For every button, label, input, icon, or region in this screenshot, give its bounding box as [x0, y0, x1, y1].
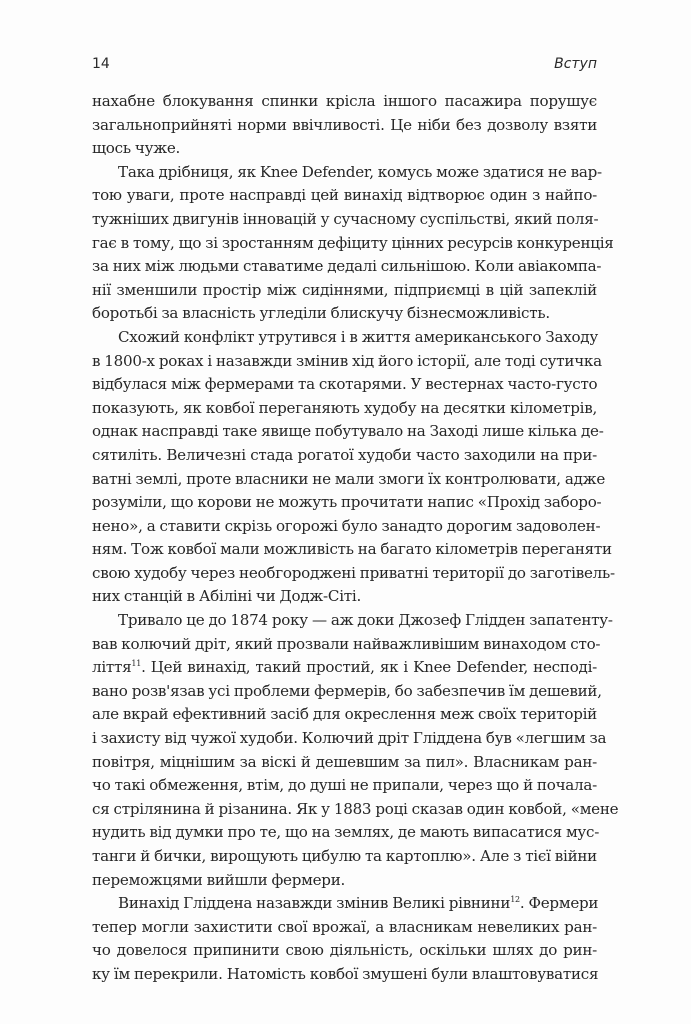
text-line: загальноприйняті норми ввічливості. Це ніби без дозволу взяти — [92, 115, 597, 134]
text-line: Тривало це до 1874 року — аж доки Джозеф Глідден запатенту- — [118, 611, 613, 630]
text-line: показують, як ковбої переганяють худобу на десятки кілометрів, — [92, 398, 597, 417]
text-line: нудить від думки про те, що на землях, де мають випасатися мус- — [92, 823, 600, 842]
paragraph — [92, 892, 597, 986]
footnote-ref[interactable]: 11 — [131, 659, 142, 669]
text-line: тепер могли захистити свої врожаї, а власникам невеликих ран- — [92, 917, 597, 936]
text-line: нії зменшили простір між сидіннями, підприємці в цій запеклій — [92, 280, 597, 299]
section-title: Вступ — [554, 56, 597, 72]
text-line: боротьбі за власність угледіли блискучу бізнесможливість. — [92, 304, 550, 323]
text-line: переможцями вийшли фермери. — [92, 870, 346, 889]
text-line: них станцій в Абіліні чи Додж-Сіті. — [92, 587, 362, 606]
paragraph — [92, 326, 615, 609]
text-line: гає в тому, що зі зростанням дефіциту цінних ресурсів конкуренція — [92, 233, 614, 252]
text-line: ліття$^{11}$. Цей винахід, такий простий, як і Knee Defender, несподі- — [92, 658, 597, 677]
paragraph — [92, 161, 614, 326]
paragraph — [92, 90, 597, 161]
text-line: щось чуже. — [92, 139, 181, 158]
text-line: за них між людьми ставатиме дедалі сильнішою. Коли авіакомпа- — [92, 257, 602, 276]
text-line: чо такі обмеження, втім, до душі не припали, через що й почала- — [92, 776, 597, 795]
footnote-ref[interactable]: 12 — [510, 895, 520, 905]
text-line: тою уваги, проте насправді цей винахід відтворює один з найпо- — [92, 186, 597, 205]
text-line: тужніших двигунів інновацій у сучасному суспільстві, який поля- — [92, 209, 599, 228]
text-line: ням. Тож ковбої мали можливість на багато кілометрів переганяти — [92, 540, 612, 559]
text-line: нахабне блокування спинки крісла іншого пасажира порушує — [92, 92, 597, 110]
text-line: розуміли, що корови не можуть прочитати напис «Прохід заборо- — [92, 493, 602, 512]
text-line: сятиліть. Величезні стада рогатої худоби часто заходили на при- — [92, 445, 597, 464]
text-line: однак насправді таке явище побутувало на Заході лише кілька де- — [92, 422, 604, 441]
text-line: свою худобу через необгороджені приватні території до заготівель- — [92, 563, 615, 582]
text-line: але вкрай ефективний засіб для окреслення меж своїх територій — [92, 705, 597, 724]
running-head — [92, 56, 597, 78]
text-line: відбулася між фермерами та скотарями. У вестернах часто-густо — [92, 375, 598, 394]
text-line: ку їм перекрили. Натомість ковбої змушені були влаштовуватися — [92, 964, 599, 983]
text-line: танги й бички, вирощують цибулю та картоплю». Але з тієї війни — [92, 847, 597, 865]
text-line: Винахід Гліддена назавжди змінив Великі рівнини$^{12}$. Фермери — [118, 894, 599, 913]
text-line: повітря, міцнішим за віскі й дешевшим за пил». Власникам ран- — [92, 752, 597, 771]
text-line: нено», а ставити скрізь огорожі було занадто дорогим задоволен- — [92, 516, 601, 535]
body-text — [92, 90, 619, 987]
text-line: ся стрілянина й різанина. Як у 1883 році сказав один ковбой, «мене — [92, 799, 619, 818]
text-line: і захисту від чужої худоби. Колючий дріт Гліддена був «легшим за — [92, 729, 607, 748]
text-line: в 1800-х роках і назавжди змінив хід його історії, але тоді сутичка — [92, 351, 602, 370]
page-number: 14 — [92, 56, 110, 72]
text-line: Така дрібниця, як Knee Defender, комусь може здатися не вар- — [118, 162, 602, 181]
text-line: вав колючий дріт, який прозвали найважливішим винаходом сто- — [92, 634, 601, 653]
text-line: чо довелося припинити свою діяльність, оскільки шлях до рин- — [92, 941, 597, 960]
paragraph — [92, 609, 619, 892]
text-line: Схожий конфлікт утрутився і в життя американського Заходу — [118, 327, 598, 346]
text-line: ватні землі, проте власники не мали змоги їх контролювати, адже — [92, 469, 605, 488]
text-line: вано розв'язав усі проблеми фермерів, бо забезпечив їм дешевий, — [92, 681, 602, 700]
